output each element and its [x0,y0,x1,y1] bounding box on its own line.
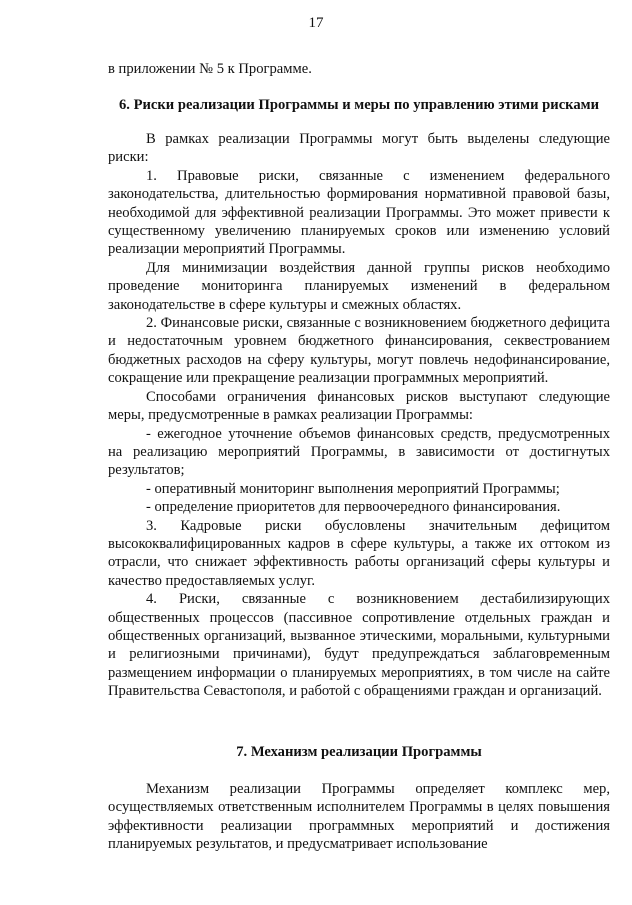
paragraph: Механизм реализации Программы определяет комплекс мер, осуществляемых ответственным исполнителем Программы в целях повышения эффективности реализации программных мероприятий и достижения планируемых результатов, и предусматривает использование [108,781,610,853]
section-6-heading: 6. Риски реализации Программы и меры по управлению этими рисками [118,97,600,113]
paragraph: 2. Финансовые риски, связанные с возникновением бюджетного дефицита и недостаточным уровнем бюджетного финансирования, секвестрованием бюджетных расходов на сферу культуры, могут повлечь недофинансирование, сокращение или прекращение реализации программных мероприятий. [108,315,610,387]
paragraph: Для минимизации воздействия данной группы рисков необходимо проведение мониторинга планируемых изменений в федеральном законодательстве в сфере культуры и смежных областях. [108,259,610,313]
list-item: - ежегодное уточнение объемов финансовых средств, предусмотренных на реализацию мероприятий Программы, в зависимости от достигнутых результатов; [108,425,610,479]
intro-line: в приложении № 5 к Программе. [108,61,312,77]
list-item: - оперативный мониторинг выполнения мероприятий Программы; [146,480,560,497]
section-7-body [108,780,610,854]
page-number: 17 [308,15,324,31]
list-item: - определение приоритетов для первоочередного финансирования. [146,499,561,516]
paragraph: Способами ограничения финансовых рисков выступают следующие меры, предусмотренные в рамках реализации Программы: [108,388,610,424]
section-7-heading: 7. Механизм реализации Программы [236,744,482,760]
intro-text [108,60,610,78]
paragraph: В рамках реализации Программы могут быть выделены следующие риски: [108,131,610,166]
paragraph: 1. Правовые риски, связанные с изменением федерального законодательства, длительностью формирования нормативной правовой базы, необходимой для эффективной реализации Программы. Это может привести к существенному увеличению планируемых сроков или изменению условий реализации мероприятий Программы. [108,167,610,258]
paragraph: 4. Риски, связанные с возникновением дестабилизирующих общественных процессов (пассивное сопротивление отдельных граждан и общественных организаций, вызванное этическими, моральными, культурными и религиозными причинами), будут предупреждаться заблаговременным размещением информации о планируемых мероприятиях, в том числе на сайте Правительства Севастополя, и работой с обращениями граждан и организаций. [108,591,610,700]
paragraph: 3. Кадровые риски обусловлены значительным дефицитом высококвалифицированных кадров в сфере культуры, а также их оттоком из отрасли, что снижает эффективность работы организаций сферы культуры и качество предоставляемых услуг. [108,517,610,589]
section-6-body [108,130,610,701]
